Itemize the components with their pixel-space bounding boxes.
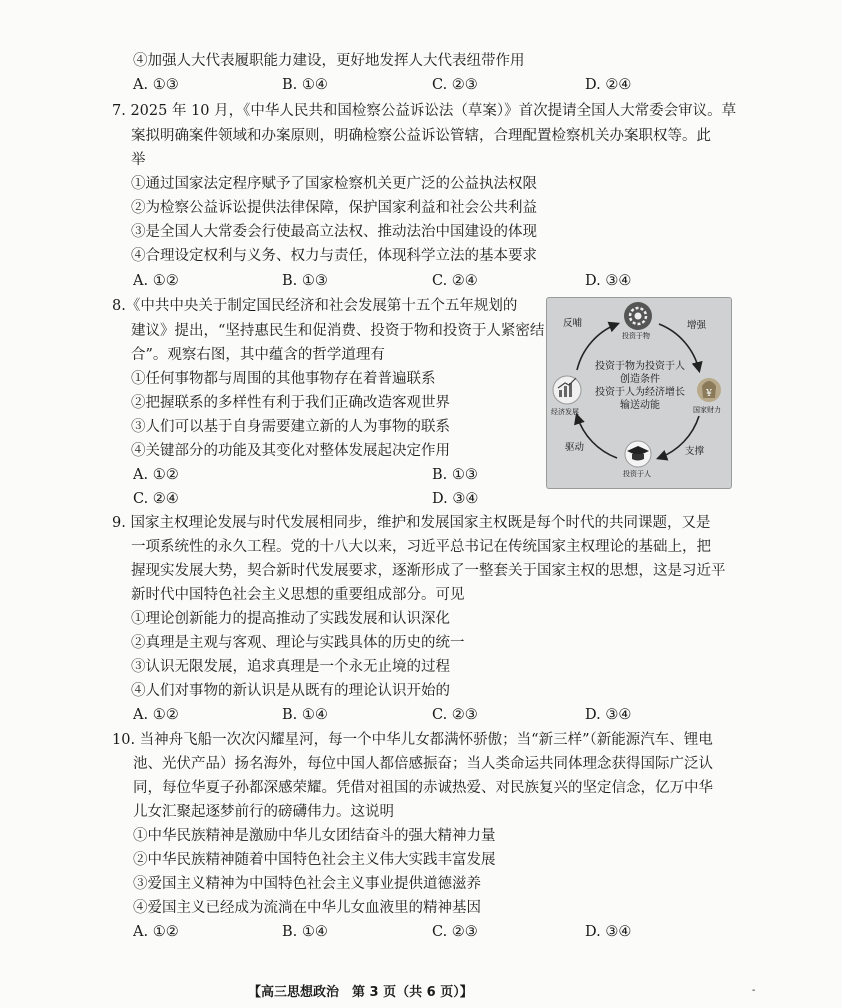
- q10-item-1: ①中华民族精神是激励中华儿女团结奋斗的强大精神力量: [133, 828, 496, 844]
- svg-text:¥: ¥: [706, 389, 712, 399]
- money-bag-icon: [697, 378, 721, 402]
- graduation-cap-icon: [625, 441, 651, 467]
- q10-option-d: D. ③④: [585, 924, 632, 940]
- q7-item-3: ③是全国人大常委会行使最高立法权、推动法治中国建设的体现: [131, 224, 537, 240]
- fig-top-node-label: 投资于物: [622, 332, 650, 340]
- q7-stem-line-2: 案拟明确案件领域和办案原则，明确检察公益诉讼管辖，合理配置检察机关办案职权等。此: [131, 128, 711, 144]
- fig-arrow-label-feedback: 反哺: [563, 318, 583, 329]
- fig-arrow-label-support: 支撑: [685, 446, 705, 457]
- q7-option-a: A. ①②: [133, 273, 179, 289]
- fig-arrow-label-drive: 驱动: [565, 442, 585, 453]
- q8-option-d: D. ③④: [432, 491, 479, 507]
- q10-item-3: ③爱国主义精神为中国特色社会主义事业提供道德滋养: [133, 876, 481, 892]
- q7-item-4: ④合理设定权利与义务、权力与责任，体现科学立法的基本要求: [131, 248, 537, 264]
- q9-option-a: A. ①②: [133, 707, 179, 723]
- fig-bottom-node-label: 投资于人: [623, 470, 651, 478]
- q8-option-a: A. ①②: [133, 467, 179, 483]
- q10-stem-line-3: 同，每位华夏子孙都深感荣耀。凭借对祖国的赤诚热爱、对民族复兴的坚定信念，亿万中华: [133, 780, 713, 796]
- q9-option-d: D. ③④: [585, 707, 632, 723]
- fig-center-line: 输送动能: [620, 400, 660, 411]
- q7-option-b: B. ①③: [282, 273, 328, 289]
- q10-item-4: ④爱国主义已经成为流淌在中华儿女血液里的精神基因: [133, 900, 481, 916]
- q7-item-1: ①通过国家法定程序赋予了国家检察机关更广泛的公益执法权限: [131, 176, 537, 192]
- fig-center-text: [581, 360, 699, 412]
- q9-option-b: B. ①④: [282, 707, 328, 723]
- q8-stem-line-1: 8.《中共中央关于制定国民经济和社会发展第十五个五年规划的: [112, 298, 518, 314]
- fig-right-node-label: 国家财力: [693, 406, 721, 414]
- q8-stem-line-2: 建议》提出，“坚持惠民生和促消费、投资于物和投资于人紧密结: [131, 323, 545, 339]
- q9-stem-line-3: 握现实发展大势，契合新时代发展要求，逐渐形成了一整套关于国家主权的思想，这是习近平: [131, 563, 726, 579]
- q9-item-1: ①理论创新能力的提高推动了实践发展和认识深化: [131, 611, 450, 627]
- fig-center-line: 创造条件: [620, 374, 660, 385]
- q7-item-2: ②为检察公益诉讼提供法律保障，保护国家利益和社会公共利益: [131, 200, 537, 216]
- q10-stem-line-2: 池、光伏产品）扬名海外，每位中国人都倍感振奋；当人类命运共同体理念获得国际广泛认: [133, 756, 713, 772]
- q9-option-c: C. ②③: [432, 707, 478, 723]
- q9-stem-line-1: 9. 国家主权理论发展与时代发展相同步，维护和发展国家主权既是每个时代的共同课题，又是: [112, 515, 711, 531]
- q9-stem-line-4: 新时代中国特色社会主义思想的重要组成部分。可见: [131, 587, 465, 603]
- q9-item-4: ④人们对事物的新认识是从既有的理论认识开始的: [131, 683, 450, 699]
- q8-cycle-diagram: [546, 297, 732, 489]
- page-footer: 【高三思想政治 第 3 页（共 6 页）】: [248, 985, 473, 1000]
- fig-left-node-label: 经济发展: [551, 408, 579, 416]
- q8-item-1: ①任何事物都与周围的其他事物存在着普遍联系: [131, 371, 436, 387]
- q9-item-3: ③认识无限发展，追求真理是一个永无止境的过程: [131, 659, 450, 675]
- q8-item-4: ④关键部分的功能及其变化对整体发展起决定作用: [131, 443, 450, 459]
- gear-icon: [624, 302, 652, 330]
- prev-option-d: D. ②④: [585, 77, 632, 93]
- fig-center-line: 投资于物为投资于人: [595, 361, 685, 372]
- q8-item-2: ②把握联系的多样性有利于我们正确改造客观世界: [131, 395, 450, 411]
- q10-option-c: C. ②③: [432, 924, 478, 940]
- prev-option-a: A. ①③: [133, 77, 179, 93]
- q7-stem-line-1: 7. 2025 年 10 月，《中华人民共和国检察公益诉讼法（草案）》首次提请全国人大常委会审议。草: [112, 103, 737, 119]
- fig-center-line: 投资于人为经济增长: [595, 387, 685, 398]
- corner-mark: -: [752, 985, 756, 996]
- q10-stem-line-4: 儿女汇聚起逐梦前行的磅礴伟力。这说明: [133, 804, 394, 820]
- q8-option-b: B. ①③: [432, 467, 478, 483]
- q8-option-c: C. ②④: [133, 491, 179, 507]
- q10-item-2: ②中华民族精神随着中国特色社会主义伟大实践丰富发展: [133, 852, 496, 868]
- q8-stem-line-3: 合”。观察右图，其中蕴含的哲学道理有: [131, 347, 385, 363]
- q7-stem-line-3: 举: [131, 152, 146, 168]
- prev-option-b: B. ①④: [282, 77, 328, 93]
- q8-item-3: ③人们可以基于自身需要建立新的人为事物的联系: [131, 419, 450, 435]
- q10-option-b: B. ①④: [282, 924, 328, 940]
- bar-chart-icon: [553, 376, 581, 404]
- prev-question-item-4: ④加强人大代表履职能力建设，更好地发挥人大代表纽带作用: [133, 53, 525, 69]
- q9-stem-line-2: 一项系统性的永久工程。党的十八大以来，习近平总书记在传统国家主权理论的基础上，把: [131, 539, 711, 555]
- q7-option-c: C. ②④: [432, 273, 478, 289]
- q10-stem-line-1: 10. 当神舟飞船一次次闪耀星河，每一个中华儿女都满怀骄傲；当“新三样”（新能源汽车、锂电: [112, 732, 713, 748]
- q10-option-a: A. ①②: [133, 924, 179, 940]
- q9-item-2: ②真理是主观与客观、理论与实践具体的历史的统一: [131, 635, 465, 651]
- fig-arrow-label-strengthen: 增强: [687, 320, 707, 331]
- q7-option-d: D. ③④: [585, 273, 632, 289]
- prev-option-c: C. ②③: [432, 77, 478, 93]
